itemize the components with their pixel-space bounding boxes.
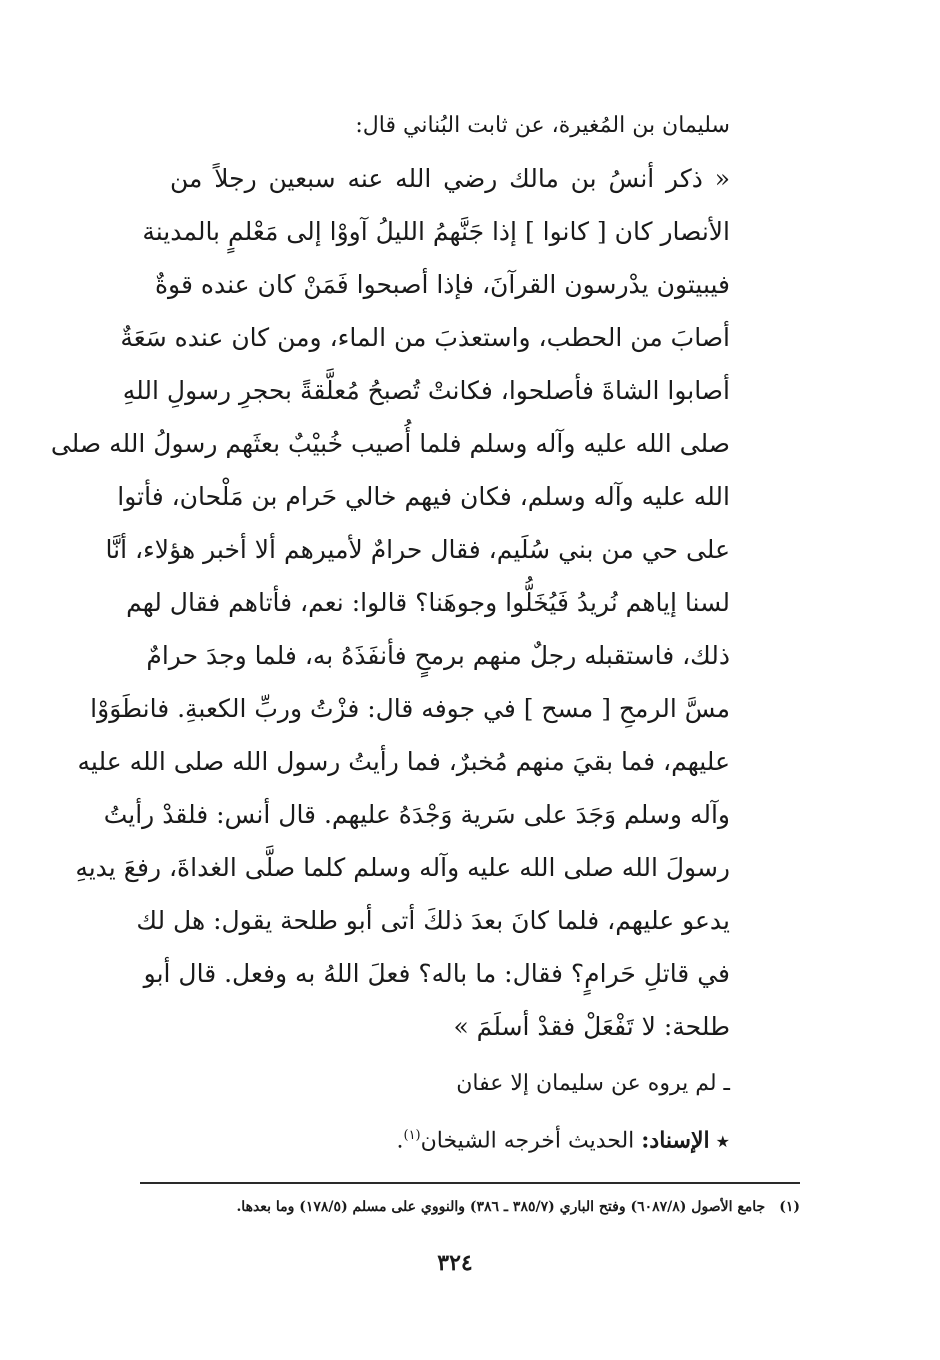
hadith-line: ذلك، فاستقبله رجلٌ منهم برمحٍ فأنفَذَهُ به، فلما وجدَ حرامٌ xyxy=(146,641,730,670)
isnad-label: الإسناد: xyxy=(641,1127,710,1154)
hadith-line: أصابَ من الحطب، واستعذبَ من الماء، ومن كان عنده سَعَةٌ xyxy=(120,323,730,352)
hadith-line: عليهم، فما بقيَ منهم مُخبرٌ، فما رأيتُ رسول الله صلى الله عليه xyxy=(77,747,730,776)
hadith-line: وآله وسلم وَجَدَ على سَرية وَجْدَهُ عليهم. قال أنس: فلقدْ رأيتُ xyxy=(103,800,730,829)
hadith-line: مسَّ الرمحِ [ مسح ] في جوفه قال: فزْتُ وربِّ الكعبةِ. فانطَوَوْا xyxy=(90,694,730,723)
footnote-text: جامع الأصول (٦٠٨٧/٨) وفتح الباري (٣٨٥/٧ ـ ٣٨٦) والنووي على مسلم (١٧٨/٥) وما بعدها. xyxy=(236,1199,766,1215)
star-icon: ★ xyxy=(715,1132,730,1152)
hadith-line: طلحة: لا تَفْعَلْ فقدْ أسلَمَ » xyxy=(453,1012,730,1041)
footnote-divider xyxy=(140,1182,800,1184)
hadith-line: الأنصار كان [ كانوا ] إذا جَنَّهمُ الليلُ آووْا إلى مَعْلمٍ بالمدينة xyxy=(142,217,730,246)
hadith-line: فيبيتون يدْرسون القرآنَ، فإذا أصبحوا فَمَنْ كان عنده قوةٌ xyxy=(154,270,730,299)
chain-intro: سليمان بن المُغيرة، عن ثابت البُناني قال: xyxy=(355,113,730,138)
hadith-line: أصابوا الشاةَ فأصلحوا، فكانتْ تُصبحُ مُعلَّقةً بحجرِ رسولِ اللهِ xyxy=(122,376,730,405)
hadith-line: الله عليه وآله وسلم، فكان فيهم خالي حَرام بن مَلْحان، فأتوا xyxy=(117,482,730,511)
footnote xyxy=(120,1194,800,1220)
hadith-line: على حي من بني سُلَيم، فقال حرامٌ لأميرهم ألا أخبر هؤلاء، أنَّا xyxy=(105,535,730,564)
footnote-number: (١) xyxy=(779,1199,800,1215)
hadith-text xyxy=(50,152,730,1053)
hadith-line: لسنا إياهم نُريدُ فَيُخَلُّوا وجوهَنا؟ قالوا: نعم، فأتاهم فقال لهم xyxy=(126,588,730,617)
hadith-line: « ذكر أنسُ بن مالك رضي الله عنه سبعين رجلاً من xyxy=(170,164,730,193)
hadith-line: رسولَ الله صلى الله عليه وآله وسلم كلما صلَّى الغداةَ، رفعَ يديهِ xyxy=(75,853,730,882)
footnote-marker: (١) xyxy=(403,1128,421,1143)
hadith-line: صلى الله عليه وآله وسلم فلما أُصيب خُبيْبٌ بعثَهم رسولُ الله صلى xyxy=(50,429,730,458)
isnad-end: . xyxy=(396,1128,404,1154)
isnad-note xyxy=(170,1118,730,1160)
isnad-text: الحديث أخرجه الشيخان xyxy=(420,1128,635,1154)
hadith-line: يدعو عليهم، فلما كانَ بعدَ ذلكَ أتى أبو طلحة يقول: هل لك xyxy=(136,906,730,935)
hadith-line: في قاتلِ حَرامٍ؟ فقال: ما باله؟ فعلَ اللهُ به وفعل. قال أبو xyxy=(143,959,730,988)
narration-note: ـ لم يروه عن سليمان إلا عفان xyxy=(456,1071,730,1096)
page-number: ٣٢٤ xyxy=(437,1250,473,1276)
